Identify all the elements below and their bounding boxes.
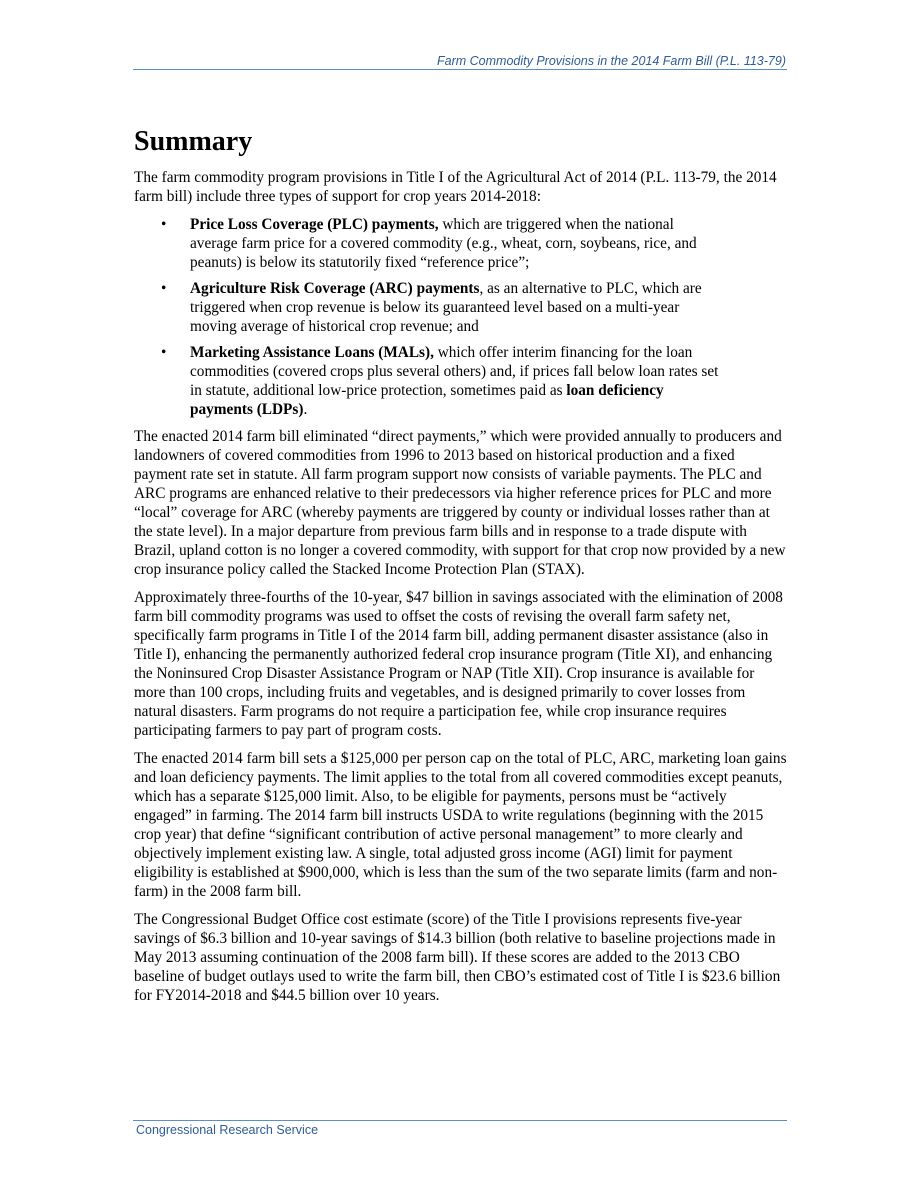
- term-plc: Price Loss Coverage (PLC) payments,: [190, 216, 439, 233]
- bullet-icon: •: [161, 344, 167, 361]
- paragraph-payment-limits: The enacted 2014 farm bill sets a $125,000 per person cap on the total of PLC, ARC, marketing loan gains and loan deficiency payments. The limit applies to the total from all covered commodities except peanuts, which has a separate $125,000 limit. Also, to be eligible for payments, persons must be “actively engaged” in farming. The 2014 farm bill instructs USDA to write regulations (beginning with the 2015 crop year) that define “significant contribution of active personal management” to more clearly and objectively implement existing law. A single, total adjusted gross income (AGI) limit for payment eligibility is established at $900,000, which is less than the sum of the two separate limits (farm and non-farm) in the 2008 farm bill.: [134, 750, 787, 900]
- running-header: Farm Commodity Provisions in the 2014 Farm Bill (P.L. 113-79): [437, 54, 786, 68]
- footer-source: Congressional Research Service: [136, 1123, 319, 1137]
- term-mal: Marketing Assistance Loans (MALs),: [190, 344, 434, 361]
- arc-description: , as an alternative to PLC, which are triggered when crop revenue is below its guaranteed level based on a multi-year moving average of historical crop revenue; and: [190, 280, 702, 335]
- bullet-icon: •: [161, 216, 167, 233]
- paragraph-cbo-score: The Congressional Budget Office cost estimate (score) of the Title I provisions represents five-year savings of $6.3 billion and 10-year savings of $14.3 billion (both relative to baseline projections made in May 2013 assuming continuation of the 2008 farm bill). If these scores are added to the 2013 CBO baseline of budget outlays used to write the farm bill, then CBO’s estimated cost of Title I is $23.6 billion for FY2014-2018 and $44.5 billion over 10 years.: [134, 911, 781, 1004]
- footer-rule: [133, 1120, 787, 1121]
- mal-description: which offer interim financing for the loan commodities (covered crops plus several others) and, if prices fall below loan rates set in statute, additional low-price protection, sometimes paid as: [190, 344, 719, 399]
- term-ldp: loan deficiency payments (LDPs): [190, 382, 664, 418]
- paragraph-savings: Approximately three-fourths of the 10-year, $47 billion in savings associated with the elimination of 2008 farm bill commodity programs was used to offset the costs of revising the overall farm safety net, specifically farm programs in Title I of the 2014 farm bill, adding permanent disaster assistance (also in Title I), enhancing the permanently authorized federal crop insurance program (Title XI), and enhancing the Noninsured Crop Disaster Assistance Program or NAP (Title XII). Crop insurance is available for more than 100 crops, including fruits and vegetables, and is designed primarily to cover losses from natural disasters. Farm programs do not require a participation fee, while crop insurance requires participating farmers to pay part of program costs.: [134, 589, 783, 739]
- list-item-mal: [134, 343, 720, 419]
- intro-paragraph: The farm commodity program provisions in Title I of the Agricultural Act of 2014 (P.L. 113-79, the 2014 farm bill) include three types of support for crop years 2014-2018:: [134, 169, 777, 205]
- list-item-arc: [134, 279, 720, 336]
- section-heading: Summary: [134, 126, 253, 157]
- bullet-icon: •: [161, 280, 167, 297]
- page-body: [134, 124, 788, 1014]
- list-item-plc: [134, 215, 720, 272]
- header-rule: [133, 69, 787, 70]
- paragraph-direct-payments: The enacted 2014 farm bill eliminated “direct payments,” which were provided annually to producers and landowners of covered commodities from 1996 to 2013 based on historical production and a fixed payment rate set in statute. All farm program support now consists of variable payments. The PLC and ARC programs are enhanced relative to their predecessors via higher reference prices for PLC and more “local” coverage for ARC (whereby payments are triggered by county or individual losses rather than at the state level). In a major departure from previous farm bills and in response to a trade dispute with Brazil, upland cotton is no longer a covered commodity, with support for that crop now provided by a new crop insurance policy called the Stacked Income Protection Plan (STAX).: [134, 428, 786, 578]
- support-types-list: [134, 215, 788, 419]
- plc-description: which are triggered when the national average farm price for a covered commodity (e.g., wheat, corn, soybeans, rice, and peanuts) is below its statutorily fixed “reference price”;: [190, 216, 697, 271]
- term-arc: Agriculture Risk Coverage (ARC) payments: [190, 280, 480, 297]
- mal-tail: .: [303, 401, 308, 418]
